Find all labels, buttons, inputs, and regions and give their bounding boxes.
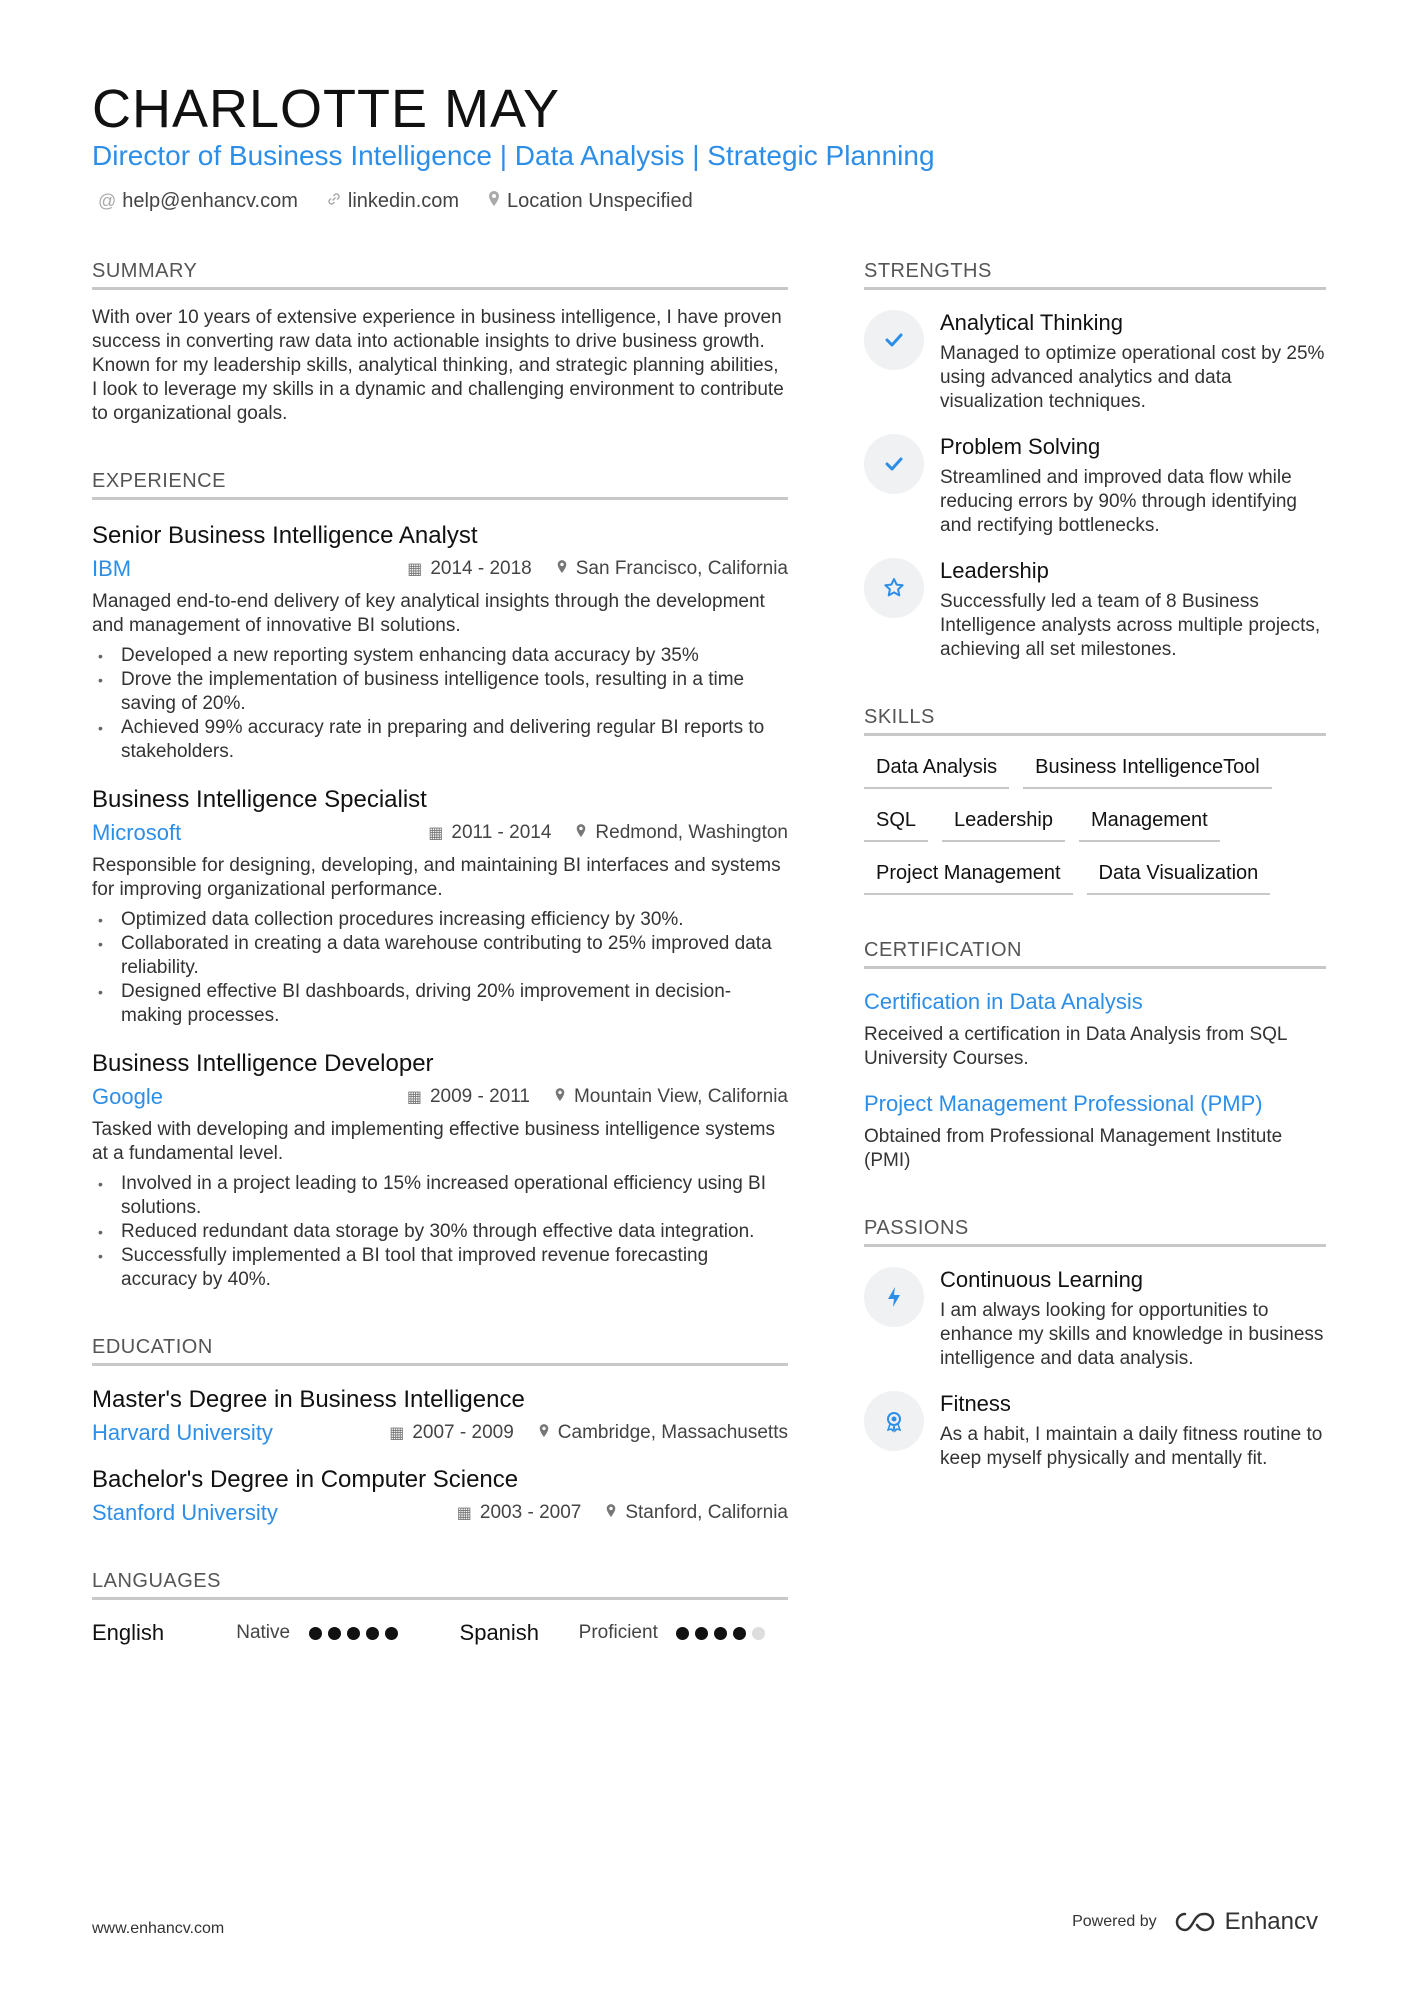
education-dates [457,1502,582,1524]
summary-text: With over 10 years of extensive experience in business intelligence, I have proven success in converting raw data into actionable insights to drive business growth. Known for my leadership skills, analytical thinking, and strategic planning abilities, I look to leverage my skills in a dynamic and challenging environment to contribute to organizational goals. [92,307,784,424]
calendar-icon: ▦ [456,1505,472,1522]
rating-dot [328,1627,341,1640]
language-name: English [92,1620,165,1645]
powered-by-text: Powered by [1072,1913,1157,1930]
passion-text: As a habit, I maintain a daily fitness routine to keep myself physically and mentally fit. [940,1424,1323,1469]
education-location [538,1422,788,1444]
passion-text: I am always looking for opportunities to enhance my skills and knowledge in business intelligence and data analysis. [940,1300,1324,1369]
rating-dot [309,1627,322,1640]
strengths-section [864,260,1326,662]
strength-content [940,434,1326,538]
job-bullets [92,1172,788,1292]
certification-text: Received a certification in Data Analysis from SQL University Courses. [864,1024,1287,1069]
company-name: IBM [92,556,132,581]
school-name: Stanford University [92,1500,278,1525]
certification-section [864,939,1326,1173]
education-meta-right [389,1422,788,1444]
location-pin-icon [554,1087,566,1108]
skills-list [864,756,1326,895]
enhancv-logo[interactable] [1171,1908,1318,1936]
passion-content [940,1391,1326,1471]
footer-branding [1072,1908,1318,1936]
strength-title: Leadership [940,558,1049,583]
strength-item [864,434,1326,538]
job-bullets [92,644,788,764]
experience-entry [92,1050,788,1292]
education-entry [92,1386,788,1446]
language-rating [676,1627,788,1640]
job-meta-right [407,1086,788,1108]
strength-content [940,310,1326,414]
skill-tag: SQL [864,809,928,842]
education-meta [92,1420,788,1446]
certification-title: Project Management Professional (PMP) [864,1091,1263,1116]
strength-item [864,558,1326,662]
location-pin-icon [556,559,568,580]
job-bullet: • Developed a new reporting system enhancing data accuracy by 35% [92,644,788,668]
skill-tag: Leadership [942,809,1065,842]
job-location [556,558,788,580]
location-pin-icon [538,1423,550,1444]
language-name: Spanish [459,1620,540,1645]
rating-dot [366,1627,379,1640]
education-dates-text: 2003 - 2007 [479,1502,582,1523]
certification-text: Obtained from Professional Management Institute (PMI) [864,1126,1283,1171]
company-name: Microsoft [92,820,182,845]
experience-entry [92,522,788,764]
education-meta-right [457,1502,788,1524]
location-pin-icon [575,823,587,844]
strength-text: Successfully led a team of 8 Business Intelligence analysts across multiple projects, achieving all set milestones. [940,591,1321,660]
job-location-text: San Francisco, California [575,558,788,579]
rating-dot [385,1627,398,1640]
passions-section [864,1217,1326,1471]
at-icon: @ [98,191,117,211]
education-location-text: Cambridge, Massachusetts [557,1422,788,1443]
medal-icon [864,1391,924,1451]
job-bullet: • Involved in a project leading to 15% increased operational efficiency using BI solutions. [92,1172,788,1220]
job-location-text: Redmond, Washington [595,822,788,843]
job-bullet: • Drove the implementation of business intelligence tools, resulting in a time saving of 20%. [92,668,788,716]
email-text: help@enhancv.com [122,190,298,212]
location-text: Location Unspecified [507,190,693,212]
job-bullets [92,908,788,1028]
certification-heading: CERTIFICATION [864,939,1326,969]
job-meta [92,556,788,582]
education-location [605,1502,788,1524]
strength-content [940,558,1326,662]
link-icon [326,191,342,212]
languages-row [92,1620,788,1646]
linkedin-text: linkedin.com [347,190,460,212]
job-bullet: • Collaborated in creating a data warehouse contributing to 25% improved data reliability. [92,932,788,980]
education-meta [92,1500,788,1526]
education-section [92,1336,788,1526]
job-location [575,822,788,844]
location-pin-icon [605,1503,617,1524]
job-meta [92,1084,788,1110]
job-title: Business Intelligence Specialist [92,786,427,813]
certification-entry [864,1091,1326,1173]
skill-tag: Data Analysis [864,756,1009,789]
checkmark-icon [864,434,924,494]
strength-item [864,310,1326,414]
location-pin-icon [487,190,501,213]
certification-entry [864,989,1326,1071]
job-dates [428,822,551,844]
degree-title: Bachelor's Degree in Computer Science [92,1466,519,1493]
strength-text: Streamlined and improved data flow while reducing errors by 90% through identifying and rectifying bottlenecks. [940,467,1297,536]
job-description: Tasked with developing and implementing effective business intelligence systems at a fundamental level. [92,1119,775,1164]
checkmark-icon [864,310,924,370]
rating-dot [752,1627,765,1640]
passion-content [940,1267,1326,1371]
strength-title: Analytical Thinking [940,310,1124,335]
job-dates [407,1086,530,1108]
footer-website[interactable]: www.enhancv.com [92,1920,225,1937]
rating-dot [714,1627,727,1640]
job-dates-text: 2014 - 2018 [430,558,532,579]
contact-email[interactable] [98,190,298,213]
company-name: Google [92,1084,163,1109]
job-location [554,1086,788,1108]
certification-title: Certification in Data Analysis [864,989,1143,1014]
job-bullet: • Reduced redundant data storage by 30% through effective data integration. [92,1220,788,1244]
skill-tag: Management [1079,809,1220,842]
job-bullet: • Achieved 99% accuracy rate in preparing and delivering regular BI reports to stakeholders. [92,716,788,764]
enhancv-logo-icon [1171,1910,1217,1934]
skills-heading: SKILLS [864,706,1326,736]
star-icon [864,558,924,618]
experience-section [92,470,788,1292]
rating-dot [733,1627,746,1640]
experience-entry [92,786,788,1028]
passions-heading: PASSIONS [864,1217,1326,1247]
skill-tag: Data Visualization [1087,862,1271,895]
skills-section [864,706,1326,895]
summary-section [92,260,788,426]
skill-tag: Business IntelligenceTool [1023,756,1272,789]
job-title: Business Intelligence Developer [92,1050,434,1077]
contact-linkedin[interactable] [326,190,459,213]
languages-heading: LANGUAGES [92,1570,788,1600]
education-location-text: Stanford, California [625,1502,788,1523]
passion-item [864,1391,1326,1471]
education-entry [92,1466,788,1526]
job-dates-text: 2011 - 2014 [451,822,552,843]
job-meta-right [428,822,788,844]
calendar-icon: ▦ [407,561,423,578]
job-bullet: • Designed effective BI dashboards, driving 20% improvement in decision-making processes. [92,980,788,1028]
skill-tag: Project Management [864,862,1073,895]
education-heading: EDUCATION [92,1336,788,1366]
calendar-icon: ▦ [389,1425,405,1442]
passion-title: Fitness [940,1391,1011,1416]
rating-dot [347,1627,360,1640]
contact-location [487,190,693,213]
calendar-icon: ▦ [406,1089,422,1106]
strength-title: Problem Solving [940,434,1101,459]
experience-heading: EXPERIENCE [92,470,788,500]
job-description: Responsible for designing, developing, and maintaining BI interfaces and systems for improving organizational performance. [92,855,781,900]
right-column [864,260,1326,1515]
job-location-text: Mountain View, California [573,1086,788,1107]
language-level: Native [236,1622,291,1643]
job-bullet: • Optimized data collection procedures increasing efficiency by 30%. [92,908,788,932]
passion-item [864,1267,1326,1371]
candidate-title: Director of Business Intelligence | Data Analysis | Strategic Planning [92,140,935,171]
job-dates-text: 2009 - 2011 [429,1086,530,1107]
education-dates [389,1422,514,1444]
lightning-icon [864,1267,924,1327]
education-dates-text: 2007 - 2009 [412,1422,514,1443]
left-column [92,260,788,1690]
enhancv-brand-text: Enhancv [1224,1908,1318,1935]
language-rating [309,1627,421,1640]
languages-section [92,1570,788,1646]
summary-heading: SUMMARY [92,260,788,290]
strengths-heading: STRENGTHS [864,260,1326,290]
calendar-icon: ▦ [428,825,444,842]
job-meta [92,820,788,846]
job-title: Senior Business Intelligence Analyst [92,522,478,549]
job-dates [407,558,532,580]
strength-text: Managed to optimize operational cost by 25% using advanced analytics and data visualization techniques. [940,343,1325,412]
school-name: Harvard University [92,1420,273,1445]
rating-dot [676,1627,689,1640]
language-level: Proficient [578,1622,658,1643]
degree-title: Master's Degree in Business Intelligence [92,1386,525,1413]
candidate-name: CHARLOTTE MAY [92,79,561,139]
job-description: Managed end-to-end delivery of key analytical insights through the development and management of innovative BI solutions. [92,591,765,636]
job-bullet: • Successfully implemented a BI tool that improved revenue forecasting accuracy by 40%. [92,1244,788,1292]
job-meta-right [407,558,788,580]
passion-title: Continuous Learning [940,1267,1144,1292]
contact-bar [98,190,693,213]
rating-dot [695,1627,708,1640]
